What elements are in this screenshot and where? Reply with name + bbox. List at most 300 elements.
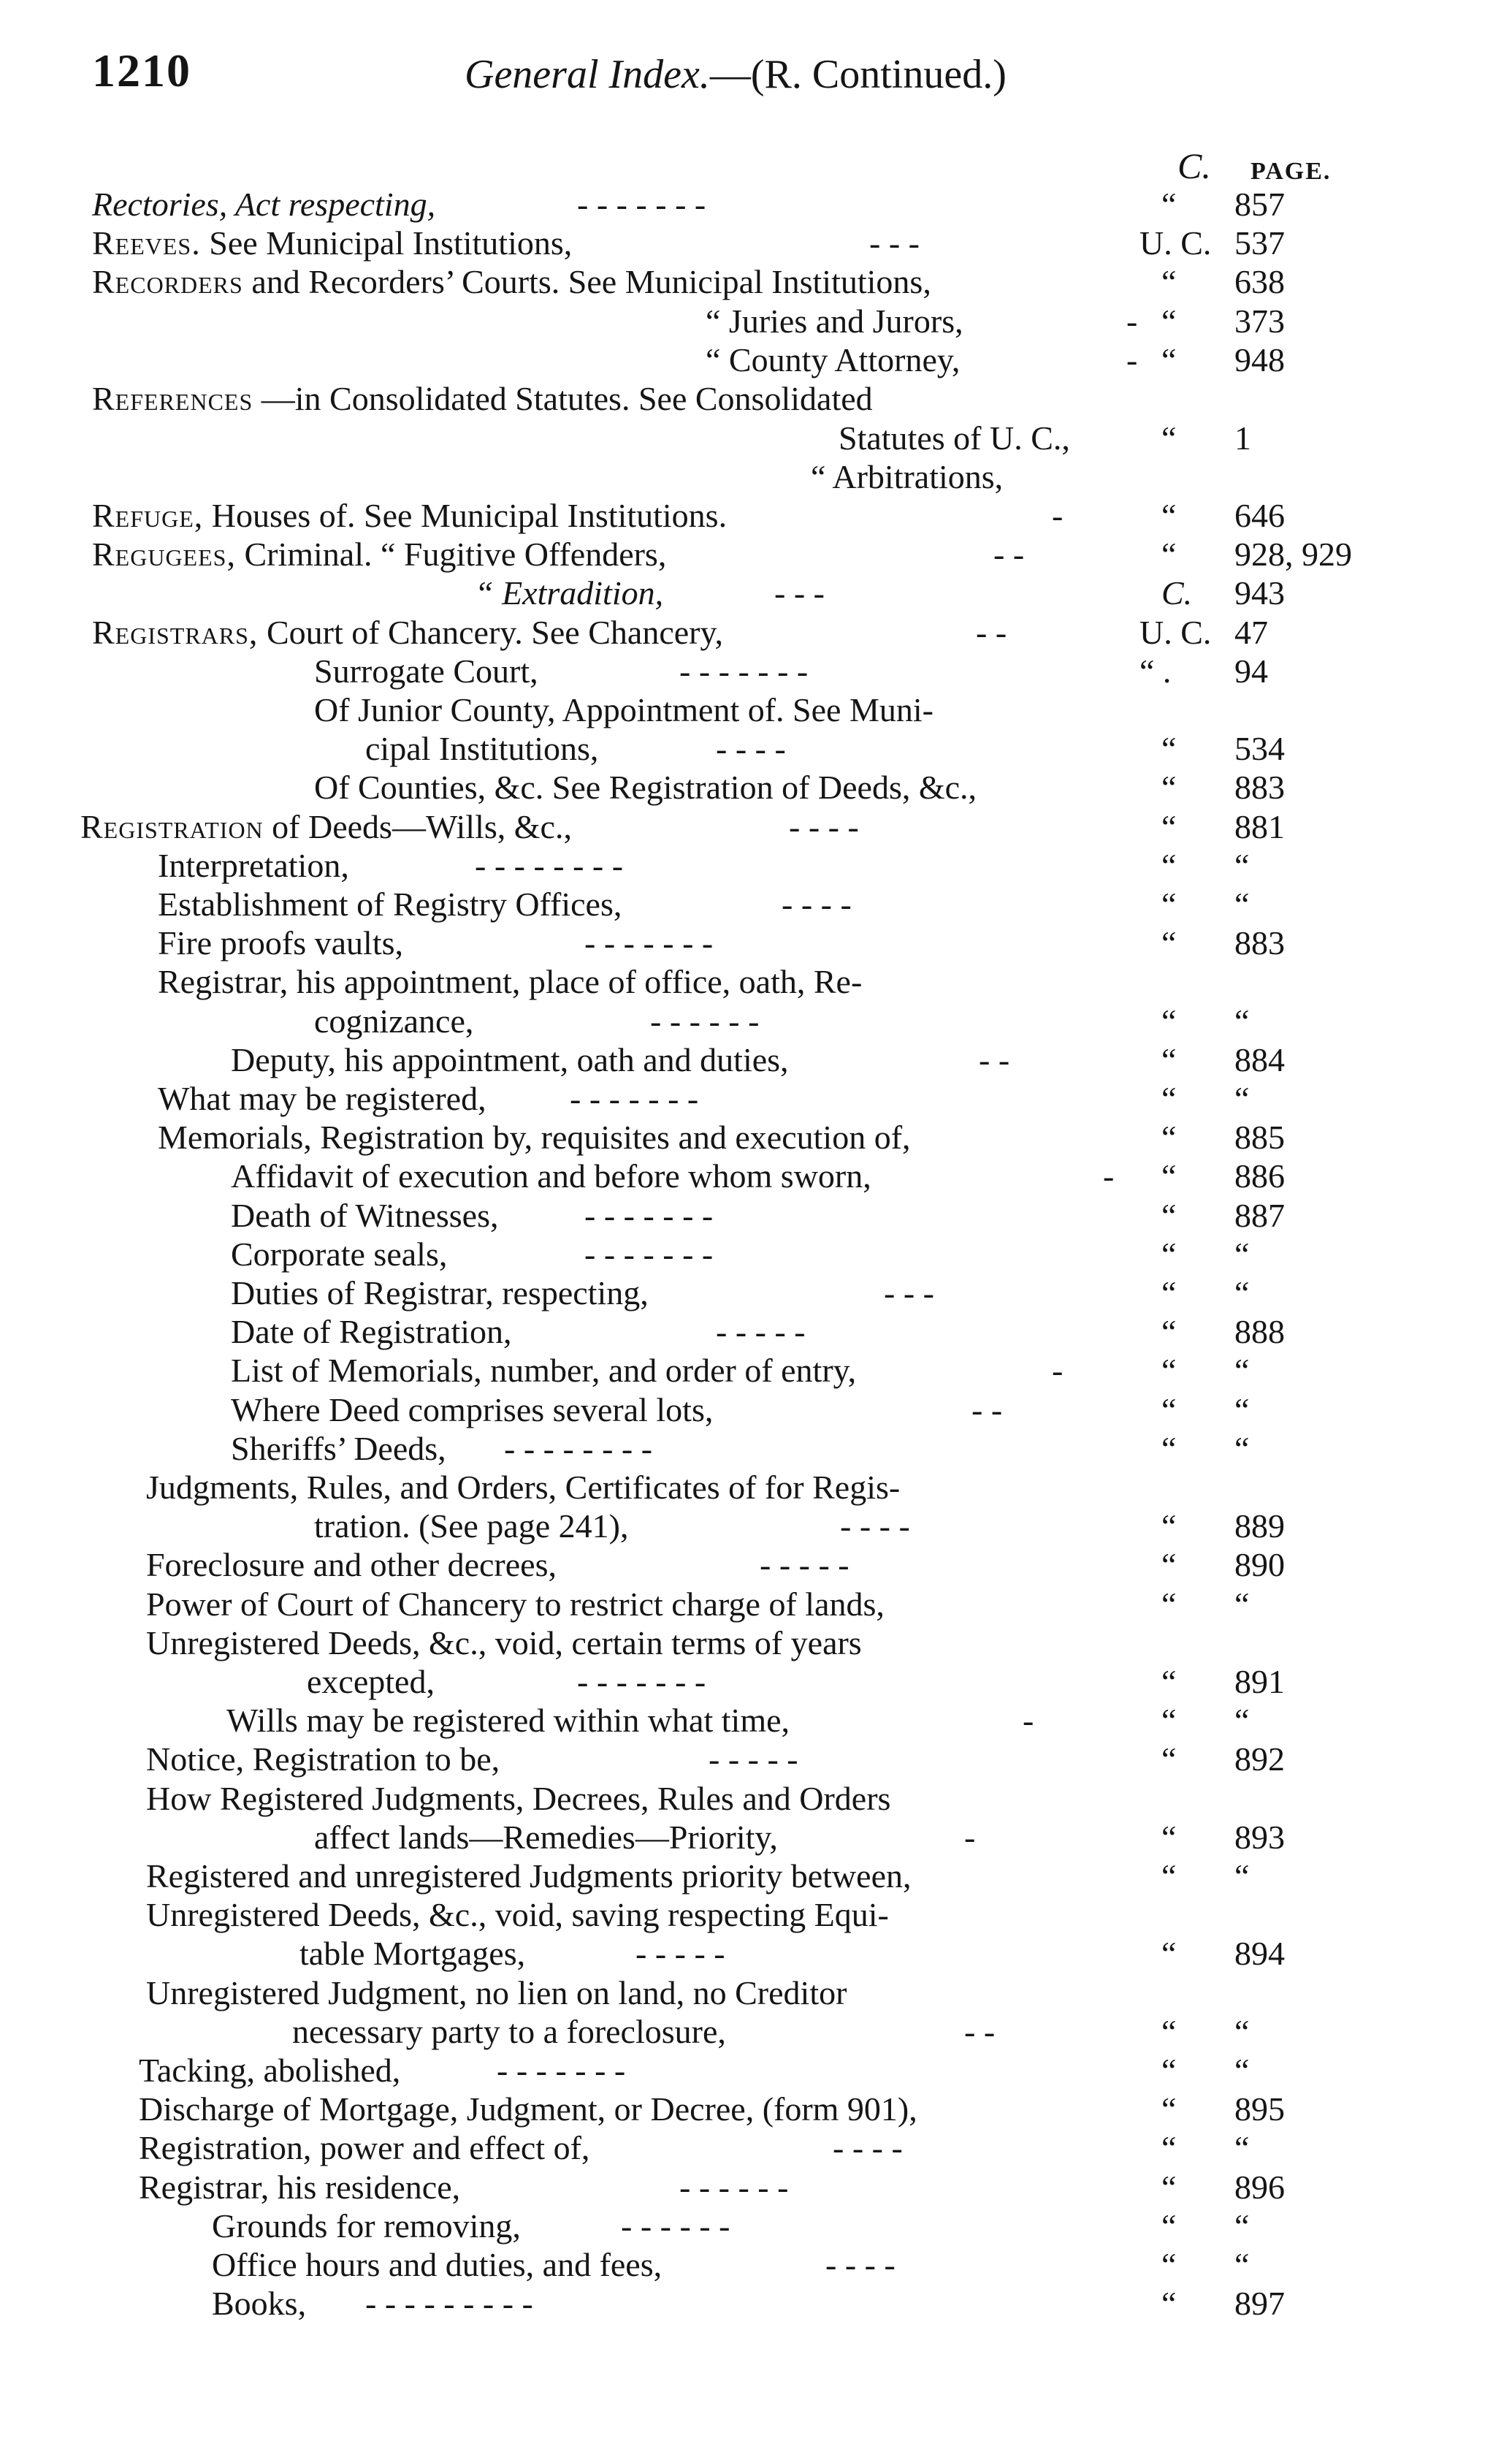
entry-label: Books, — [212, 2285, 307, 2322]
entry-label: and Recorders’ Courts. See Municipal Institutions, — [243, 263, 931, 300]
volume-ref: “ — [1161, 263, 1177, 300]
entry-text — [292, 2011, 726, 2052]
entry-text — [158, 845, 349, 886]
volume-ref: “ — [1161, 924, 1177, 962]
leader-dashes: - - - - - - — [621, 2207, 730, 2245]
index-entry — [0, 2283, 1512, 2324]
index-entry — [0, 1739, 1512, 1780]
entry-text — [314, 690, 933, 731]
leader-dashes: - - - - - - - - — [475, 847, 624, 884]
entry-text — [146, 1856, 912, 1897]
entry-label: Discharge of Mortgage, Judgment, or Decree, (form 901), — [139, 2090, 917, 2128]
index-entry — [0, 2128, 1512, 2169]
leader-dashes: - - - - - — [709, 1740, 798, 1778]
volume-ref: U. C. — [1139, 614, 1212, 651]
index-entry — [0, 1117, 1512, 1158]
volume-ref: “ — [1161, 1313, 1177, 1350]
page-ref: “ — [1234, 2207, 1250, 2245]
running-title-main: General Index. — [465, 52, 710, 97]
entry-label: Interpretation, — [158, 847, 349, 884]
entry-text — [231, 1234, 447, 1275]
entry-text — [92, 495, 727, 536]
volume-ref: “ . — [1139, 652, 1172, 690]
entry-label: Registration, power and effect of, — [139, 2129, 590, 2166]
index-entry — [0, 301, 1512, 342]
leader-dashes: - - - - - - — [679, 2169, 789, 2206]
entry-text — [231, 1428, 446, 1469]
entry-label: Death of Witnesses, — [231, 1197, 499, 1234]
index-entry — [0, 1661, 1512, 1702]
entry-text — [811, 457, 1003, 498]
entry-text — [146, 1973, 847, 2014]
index-entry — [0, 1350, 1512, 1391]
page-ref: 881 — [1234, 808, 1285, 845]
entry-label: Criminal. “ Fugitive Offenders, — [235, 536, 667, 573]
leader-dashes: - - - - — [825, 2246, 896, 2283]
leader-dashes: - - - - - - - - — [504, 1430, 653, 1467]
index-entry — [0, 457, 1512, 498]
index-entry — [0, 807, 1512, 848]
entry-text — [92, 184, 435, 225]
entry-text — [212, 2283, 306, 2324]
entry-text — [158, 884, 622, 925]
volume-ref: “ — [1161, 341, 1177, 378]
page-ref: “ — [1234, 1702, 1250, 1739]
entry-label: Rectories, Act respecting, — [92, 186, 436, 223]
leader-dashes: - - - - — [789, 808, 859, 845]
entry-label: See Municipal Institutions, — [200, 224, 573, 262]
entry-label: Affidavit of execution and before whom sworn, — [231, 1157, 871, 1195]
volume-ref: “ — [1161, 730, 1177, 767]
entry-label: “ County Attorney, — [706, 341, 961, 378]
entry-label: Where Deed comprises several lots, — [231, 1391, 714, 1428]
entry-heading: Regugees, — [92, 536, 236, 573]
page-ref: 537 — [1234, 224, 1285, 262]
entry-label: “ Arbitrations, — [811, 458, 1004, 495]
page-ref: 895 — [1234, 2090, 1285, 2128]
page-ref: “ — [1234, 1857, 1250, 1895]
volume-ref: “ — [1161, 1197, 1177, 1234]
entry-label: Registrar, his residence, — [139, 2169, 461, 2206]
volume-ref: “ — [1161, 808, 1177, 845]
page-ref: “ — [1234, 1002, 1250, 1040]
index-entry — [0, 1584, 1512, 1625]
leader-dashes: - — [1126, 341, 1138, 378]
volume-ref: U. C. — [1139, 224, 1212, 262]
page-ref: 646 — [1234, 497, 1285, 534]
leader-dashes: - - - - - — [760, 1546, 849, 1583]
entry-label: “ Juries and Jurors, — [706, 302, 963, 340]
entry-text — [475, 573, 663, 614]
volume-ref: “ — [1161, 1546, 1177, 1583]
entry-text — [314, 767, 977, 808]
index-entry — [0, 2245, 1512, 2285]
entry-label: necessary party to a foreclosure, — [292, 2013, 726, 2050]
entry-label: cipal Institutions, — [365, 730, 599, 767]
entry-heading: Recorders — [92, 263, 243, 300]
index-entry — [0, 1390, 1512, 1431]
leader-dashes: - - - - - - - — [584, 1235, 714, 1273]
index-entry — [0, 1078, 1512, 1119]
entry-heading: References — [92, 380, 253, 417]
leader-dashes: - - — [976, 614, 1007, 651]
entry-text — [231, 1311, 512, 1352]
leader-dashes: - - - - - - - - - — [365, 2285, 533, 2322]
entry-label: Fire proofs vaults, — [158, 924, 404, 962]
index-entry — [0, 962, 1512, 1002]
volume-ref: “ — [1161, 497, 1177, 534]
entry-text — [231, 1273, 649, 1314]
entry-label: Foreclosure and other decrees, — [146, 1546, 557, 1583]
page-ref: 373 — [1234, 302, 1285, 340]
page-ref: “ — [1234, 2246, 1250, 2283]
index-entry — [0, 690, 1512, 731]
column-head-page: PAGE. — [1251, 158, 1332, 185]
page-ref: “ — [1234, 1430, 1250, 1467]
entry-text — [231, 1195, 499, 1236]
leader-dashes: - — [1023, 1702, 1034, 1739]
index-entry — [0, 223, 1512, 264]
entry-label: Court of Chancery. See Chancery, — [258, 614, 723, 651]
index-entry — [0, 2167, 1512, 2208]
page-ref: “ — [1234, 1391, 1250, 1428]
entry-text — [139, 2167, 460, 2208]
index-entry — [0, 1040, 1512, 1081]
volume-ref: “ — [1161, 1119, 1177, 1156]
entry-text — [92, 612, 723, 653]
entry-text — [146, 1545, 557, 1585]
entry-label: Registrar, his appointment, place of office, oath, Re- — [158, 963, 863, 1000]
index-entry — [0, 1506, 1512, 1547]
page-ref: “ — [1234, 2129, 1250, 2166]
leader-dashes: - — [1052, 1352, 1064, 1389]
page-ref: “ — [1234, 1080, 1250, 1117]
entry-text — [231, 1040, 789, 1081]
page-ref: 883 — [1234, 924, 1285, 962]
volume-ref: “ — [1161, 769, 1177, 806]
volume-ref: “ — [1161, 302, 1177, 340]
leader-dashes: - - - — [869, 224, 920, 262]
page-ref: 888 — [1234, 1313, 1285, 1350]
volume-ref: “ — [1161, 1235, 1177, 1273]
entry-label: Date of Registration, — [231, 1313, 512, 1350]
entry-text — [146, 1623, 862, 1664]
entry-text — [139, 2089, 917, 2130]
volume-ref: “ — [1161, 2090, 1177, 2128]
page-ref: 897 — [1234, 2285, 1285, 2322]
page-ref: 893 — [1234, 1819, 1285, 1856]
column-head-volume: C. — [1177, 145, 1211, 186]
entry-label: Notice, Registration to be, — [146, 1740, 500, 1778]
entry-label: tration. (See page 241), — [314, 1507, 629, 1545]
leader-dashes: - - - - - - - — [577, 1663, 706, 1700]
volume-ref: “ — [1161, 1002, 1177, 1040]
page-ref: 883 — [1234, 769, 1285, 806]
page-ref: 1 — [1234, 419, 1251, 457]
entry-label: of Deeds—Wills, &c., — [263, 808, 572, 845]
entry-text — [314, 1817, 778, 1858]
leader-dashes: - - - - - - - — [584, 924, 714, 962]
index-entry — [0, 2050, 1512, 2091]
entry-text — [226, 1700, 790, 1741]
index-entry — [0, 1467, 1512, 1508]
entry-heading: Registration — [80, 808, 264, 845]
entry-heading: Refuge, — [92, 497, 204, 534]
entry-label: Surrogate Court, — [314, 652, 538, 690]
index-entry — [0, 1817, 1512, 1858]
entry-text — [231, 1350, 856, 1391]
volume-ref: “ — [1161, 2169, 1177, 2206]
page-ref: 894 — [1234, 1935, 1285, 1972]
volume-ref: “ — [1161, 1430, 1177, 1467]
entry-text — [146, 1895, 889, 1935]
entry-label: Deputy, his appointment, oath and duties, — [231, 1041, 789, 1078]
volume-ref: “ — [1161, 2013, 1177, 2050]
page-ref: 887 — [1234, 1197, 1285, 1234]
entry-label: Of Counties, &c. See Registration of Deeds, &c., — [314, 769, 977, 806]
index-entry — [0, 1001, 1512, 1042]
entry-text — [706, 301, 963, 342]
volume-ref: “ — [1161, 1080, 1177, 1117]
volume-ref: “ — [1161, 186, 1177, 223]
page-ref: 891 — [1234, 1663, 1285, 1700]
page-ref: “ — [1234, 2013, 1250, 2050]
page-ref: “ — [1234, 847, 1250, 884]
page-ref: “ — [1234, 1235, 1250, 1273]
leader-dashes: - - — [993, 536, 1025, 573]
entry-text — [92, 534, 666, 575]
entry-heading: Registrars, — [92, 614, 259, 651]
leader-dashes: - - — [964, 2013, 996, 2050]
entry-text — [139, 2128, 589, 2169]
entry-label: Unregistered Deeds, &c., void, certain terms of years — [146, 1624, 862, 1661]
page-ref: 896 — [1234, 2169, 1285, 2206]
entry-text — [839, 418, 1070, 459]
index-entry — [0, 651, 1512, 692]
leader-dashes: - - - - - - - — [497, 2052, 626, 2089]
entry-label: Judgments, Rules, and Orders, Certificates of for Regis- — [146, 1469, 901, 1506]
entry-text — [212, 2245, 662, 2285]
entry-text — [706, 340, 960, 381]
entry-text — [299, 1933, 525, 1974]
leader-dashes: - — [1103, 1157, 1115, 1195]
entry-text — [80, 807, 572, 848]
entry-text — [146, 1739, 500, 1780]
page-ref: 890 — [1234, 1546, 1285, 1583]
index-entry — [0, 767, 1512, 808]
volume-ref: “ — [1161, 2207, 1177, 2245]
entry-text — [146, 1584, 885, 1625]
leader-dashes: - - - - - - - — [584, 1197, 714, 1234]
leader-dashes: - - - - - - - — [679, 652, 809, 690]
entry-label: List of Memorials, number, and order of entry, — [231, 1352, 857, 1389]
entry-text — [314, 651, 538, 692]
entry-label: Statutes of U. C., — [839, 419, 1070, 457]
volume-ref: “ — [1161, 1391, 1177, 1428]
entry-label: “ Extradition, — [475, 574, 664, 612]
entry-label: Sheriffs’ Deeds, — [231, 1430, 446, 1467]
entry-text — [212, 2206, 521, 2247]
index-entry — [0, 1623, 1512, 1664]
index-entry — [0, 1895, 1512, 1935]
running-title — [465, 51, 1007, 98]
page-ref: “ — [1234, 1274, 1250, 1311]
entry-heading: Reeves. — [92, 224, 201, 262]
entry-label: Registered and unregistered Judgments priority between, — [146, 1857, 912, 1895]
index-entry — [0, 845, 1512, 886]
entry-label: affect lands—Remedies—Priority, — [314, 1819, 778, 1856]
index-entry — [0, 1778, 1512, 1819]
volume-ref: “ — [1161, 1857, 1177, 1895]
page-ref: 889 — [1234, 1507, 1285, 1545]
volume-ref: “ — [1161, 1507, 1177, 1545]
leader-dashes: - - - - — [840, 1507, 910, 1545]
entry-label: Tacking, abolished, — [139, 2052, 401, 2089]
leader-dashes: - - - - - — [635, 1935, 725, 1972]
page-ref: 638 — [1234, 263, 1285, 300]
page-ref: 94 — [1234, 652, 1268, 690]
index-entry — [0, 1195, 1512, 1236]
running-title-continued: —(R. Continued.) — [709, 52, 1007, 97]
volume-ref: “ — [1161, 2246, 1177, 2283]
volume-ref: “ — [1161, 1585, 1177, 1623]
index-entry — [0, 534, 1512, 575]
page-ref: 857 — [1234, 186, 1285, 223]
page-ref: “ — [1234, 1585, 1250, 1623]
index-entry — [0, 1856, 1512, 1897]
volume-ref: “ — [1161, 1663, 1177, 1700]
volume-ref: “ — [1161, 847, 1177, 884]
page-ref: 948 — [1234, 341, 1285, 378]
entry-label: Of Junior County, Appointment of. See Muni- — [314, 691, 933, 728]
index-entry — [0, 923, 1512, 964]
entry-label: Unregistered Deeds, &c., void, saving respecting Equi- — [146, 1896, 889, 1933]
volume-ref: “ — [1161, 419, 1177, 457]
index-entry — [0, 728, 1512, 769]
entry-text — [307, 1661, 435, 1702]
volume-ref: “ — [1161, 1935, 1177, 1972]
index-entry — [0, 1545, 1512, 1585]
leader-dashes: - - - — [774, 574, 825, 612]
leader-dashes: - — [964, 1819, 976, 1856]
page-ref: 884 — [1234, 1041, 1285, 1078]
entry-text — [139, 2050, 400, 2091]
page-ref: 928, 929 — [1234, 536, 1352, 573]
volume-ref: “ — [1161, 1041, 1177, 1078]
leader-dashes: - - - - — [782, 886, 852, 923]
leader-dashes: - - - - - - — [650, 1002, 760, 1040]
volume-ref: “ — [1161, 1702, 1177, 1739]
entry-label: Power of Court of Chancery to restrict charge of lands, — [146, 1585, 885, 1623]
index-entry — [0, 2011, 1512, 2052]
entry-label: Unregistered Judgment, no lien on land, no Creditor — [146, 1974, 847, 2011]
leader-dashes: - - - - — [716, 730, 786, 767]
volume-ref: “ — [1161, 2052, 1177, 2089]
leader-dashes: - - — [979, 1041, 1010, 1078]
entry-label: Establishment of Registry Offices, — [158, 886, 622, 923]
volume-ref: “ — [1161, 536, 1177, 573]
entry-text — [231, 1156, 871, 1197]
volume-ref: “ — [1161, 1157, 1177, 1195]
index-entry — [0, 1933, 1512, 1974]
entry-text — [314, 1001, 473, 1042]
entry-text — [92, 262, 931, 302]
entry-text — [158, 923, 403, 964]
leader-dashes: - - — [971, 1391, 1003, 1428]
index-entry — [0, 1973, 1512, 2014]
entry-text — [365, 728, 598, 769]
index-entry — [0, 1156, 1512, 1197]
volume-ref: C. — [1161, 574, 1193, 612]
leader-dashes: - — [1052, 497, 1064, 534]
leader-dashes: - - - — [884, 1274, 934, 1311]
page-ref: 943 — [1234, 574, 1285, 612]
leader-dashes: - - - - — [833, 2129, 903, 2166]
index-entry — [0, 1700, 1512, 1741]
entry-label: Duties of Registrar, respecting, — [231, 1274, 649, 1311]
page-number: 1210 — [92, 45, 191, 96]
entry-text — [314, 1506, 628, 1547]
entry-text — [146, 1467, 900, 1508]
index-entry — [0, 418, 1512, 459]
index-entry — [0, 378, 1512, 419]
volume-ref: “ — [1161, 886, 1177, 923]
index-entry — [0, 262, 1512, 302]
entry-text — [146, 1778, 890, 1819]
page-ref: “ — [1234, 1352, 1250, 1389]
entry-label: cognizance, — [314, 1002, 474, 1040]
entry-label: Houses of. See Municipal Institutions. — [203, 497, 728, 534]
index-entry — [0, 184, 1512, 225]
entry-label: Corporate seals, — [231, 1235, 448, 1273]
entry-text — [158, 962, 862, 1002]
index-entry — [0, 2089, 1512, 2130]
index-entry — [0, 573, 1512, 614]
index-entry — [0, 340, 1512, 381]
entry-label: Office hours and duties, and fees, — [212, 2246, 663, 2283]
page-ref: “ — [1234, 2052, 1250, 2089]
leader-dashes: - - - - - — [716, 1313, 806, 1350]
volume-ref: “ — [1161, 1740, 1177, 1778]
volume-ref: “ — [1161, 2129, 1177, 2166]
volume-ref: “ — [1161, 1274, 1177, 1311]
entry-text — [92, 378, 873, 419]
entry-label: excepted, — [307, 1663, 435, 1700]
index-entry — [0, 612, 1512, 653]
entry-label: What may be registered, — [158, 1080, 486, 1117]
entry-text — [158, 1078, 486, 1119]
volume-ref: “ — [1161, 2285, 1177, 2322]
entry-label: Wills may be registered within what time, — [226, 1702, 790, 1739]
page-ref: 886 — [1234, 1157, 1285, 1195]
leader-dashes: - - - - - - - — [570, 1080, 699, 1117]
volume-ref: “ — [1161, 1352, 1177, 1389]
page-ref: 534 — [1234, 730, 1285, 767]
page-ref: 892 — [1234, 1740, 1285, 1778]
entry-label: Memorials, Registration by, requisites and execution of, — [158, 1119, 911, 1156]
page-ref: “ — [1234, 886, 1250, 923]
page-ref: 47 — [1234, 614, 1268, 651]
entry-label: Grounds for removing, — [212, 2207, 521, 2245]
entry-text — [231, 1390, 713, 1431]
leader-dashes: - - - - - - - — [577, 186, 706, 223]
index-entry — [0, 1273, 1512, 1314]
entry-text — [158, 1117, 911, 1158]
entry-label: How Registered Judgments, Decrees, Rules and Orders — [146, 1780, 891, 1817]
volume-ref: “ — [1161, 1819, 1177, 1856]
index-entry — [0, 1428, 1512, 1469]
page-ref: 885 — [1234, 1119, 1285, 1156]
